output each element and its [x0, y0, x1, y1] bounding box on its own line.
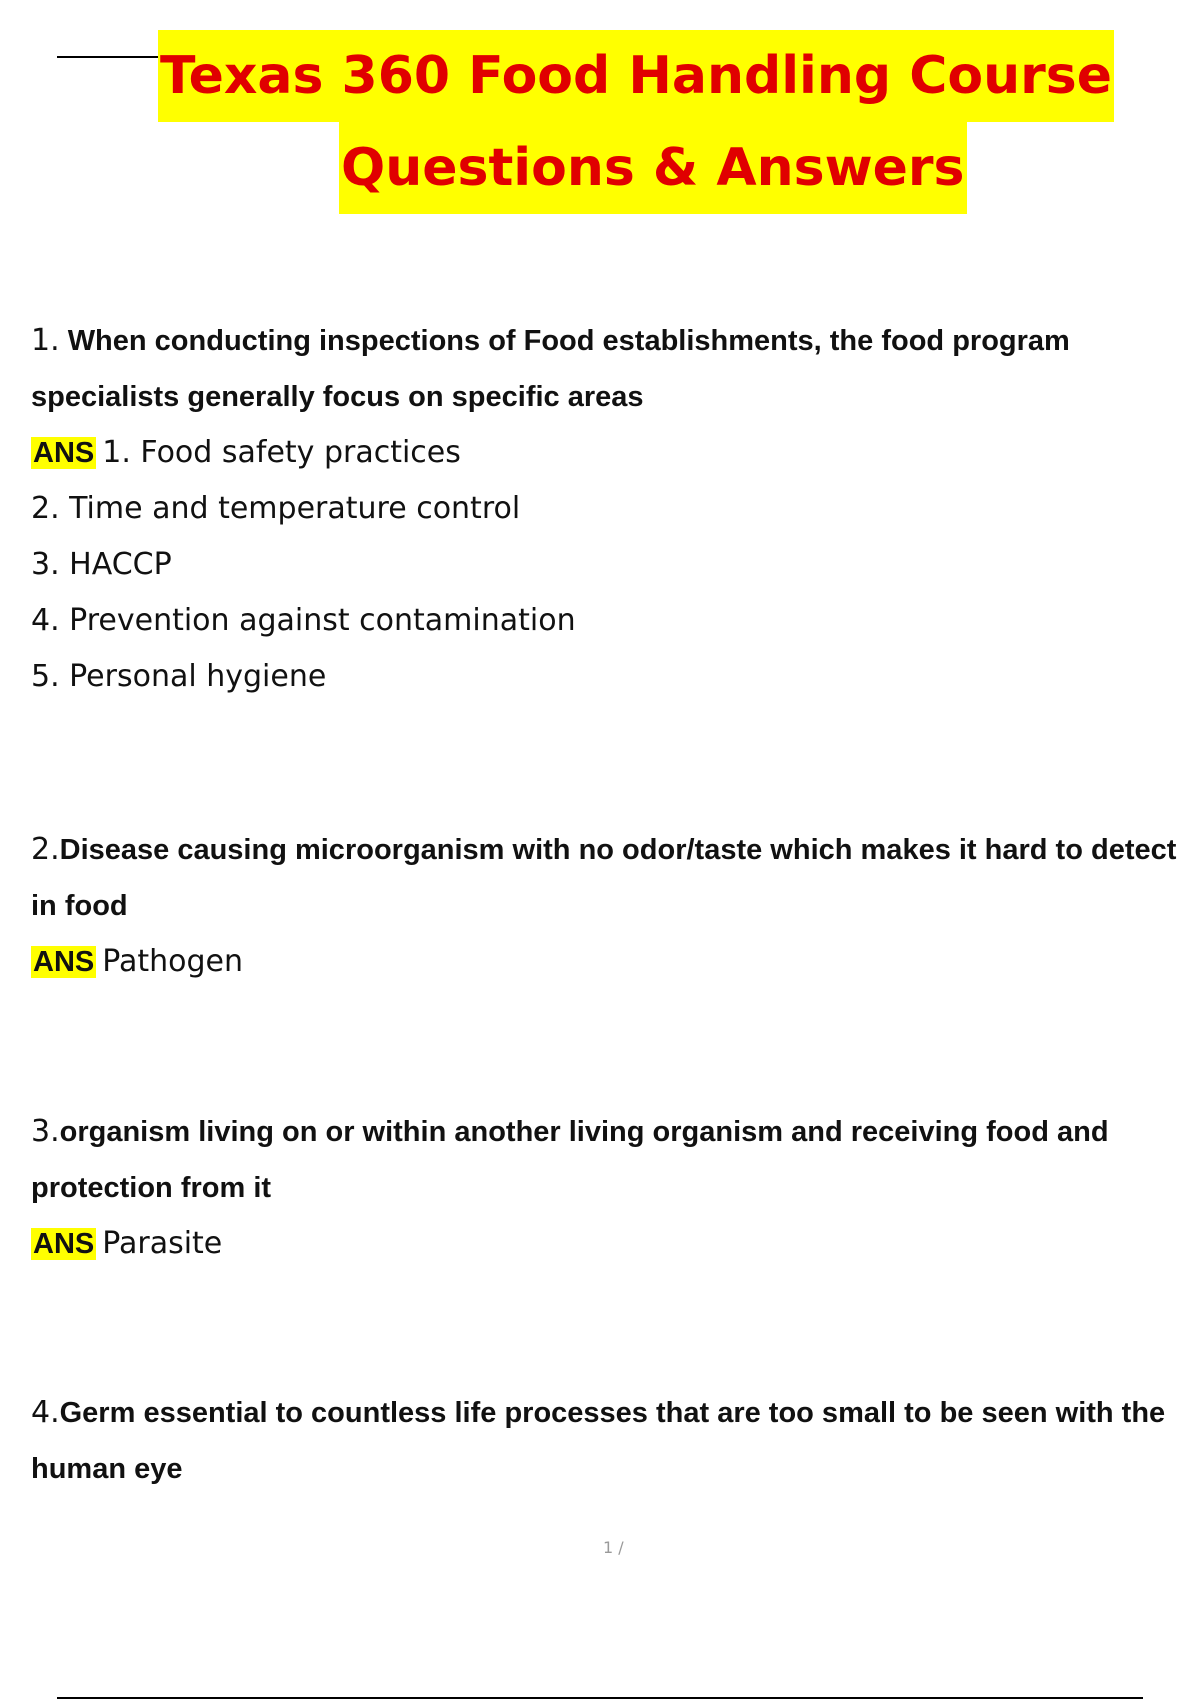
question-text: Germ essential to countless life processes that are too small to be seen with the human eye — [31, 1397, 1166, 1485]
answer-item: 1. Food safety practices — [102, 435, 461, 470]
question-block-3 — [31, 1104, 1191, 1272]
question-1 — [31, 313, 1191, 425]
page-number: 1 / — [603, 1538, 624, 1557]
header-rule — [57, 56, 159, 58]
question-number: 2. — [31, 832, 60, 867]
ans-label: ANS — [33, 946, 95, 978]
ans-label: ANS — [33, 1228, 95, 1260]
question-number: 4. — [31, 1395, 60, 1430]
question-number: 3. — [31, 1114, 60, 1149]
question-number: 1. — [31, 323, 60, 358]
answer-2 — [31, 934, 1191, 990]
question-text: When conducting inspections of Food establishments, the food program specialists generally focus on specific areas — [31, 325, 1070, 413]
ans-label: ANS — [33, 437, 95, 469]
question-2 — [31, 822, 1191, 934]
answer-3 — [31, 1216, 1191, 1272]
answer-item: 3. HACCP — [31, 547, 172, 582]
question-3 — [31, 1104, 1191, 1216]
answer-item: 4. Prevention against contamination — [31, 603, 576, 638]
title-line-2: Questions & Answers — [339, 122, 967, 214]
answer-text: Pathogen — [102, 944, 244, 979]
footer-rule — [57, 1697, 1143, 1699]
question-4 — [31, 1385, 1191, 1497]
answer-item: 2. Time and temperature control — [31, 491, 521, 526]
question-text: organism living on or within another living organism and receiving food and protection from it — [31, 1116, 1109, 1204]
question-block-4 — [31, 1385, 1191, 1497]
question-block-2 — [31, 822, 1191, 990]
answer-item: 5. Personal hygiene — [31, 659, 327, 694]
answer-text: Parasite — [102, 1226, 223, 1261]
title-line-1: Texas 360 Food Handling Course — [158, 30, 1114, 122]
answer-1 — [31, 425, 1191, 481]
question-block-1 — [31, 313, 1191, 705]
question-text: Disease causing microorganism with no odor/taste which makes it hard to detect in food — [31, 834, 1177, 922]
